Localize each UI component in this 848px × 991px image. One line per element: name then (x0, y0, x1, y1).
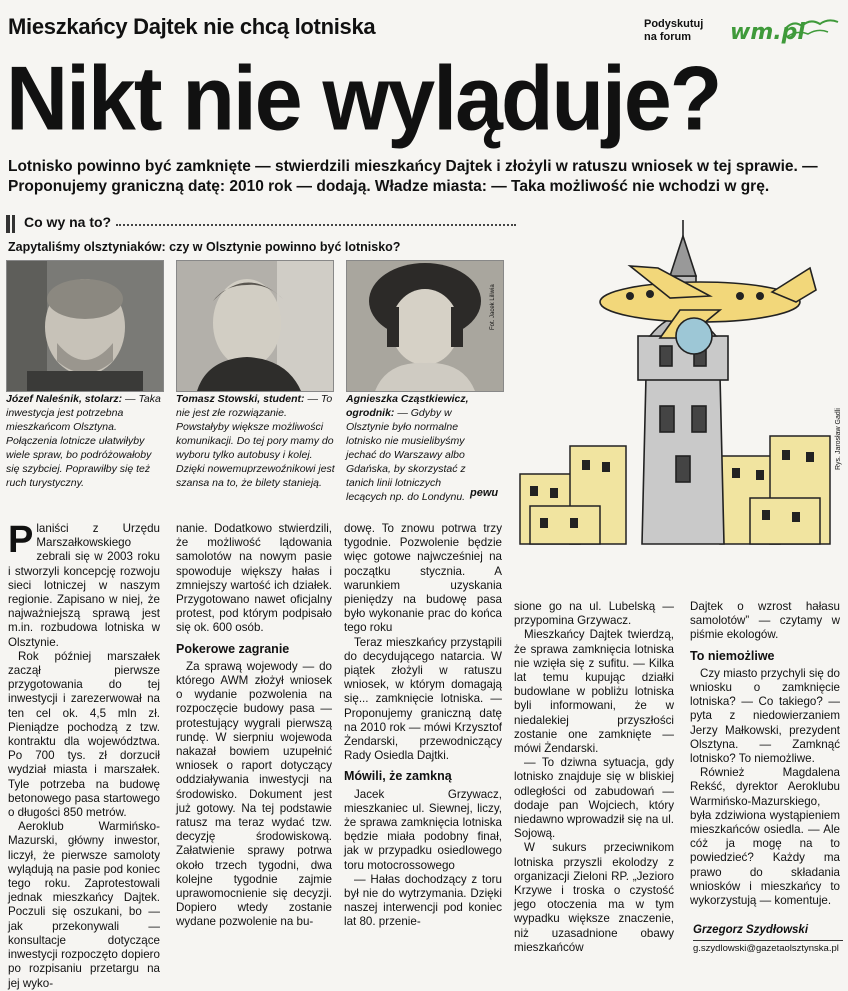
author-signature: Grzegorz Szydłowski (693, 924, 809, 936)
article-paragraph: — To dziwna sytuacja, gdy lotnisko znajduje się w bliskiej odległości od zabudowań — dodaje pan Wojciech, który niedawno wprowadził się na ul. Sojową. (514, 756, 674, 841)
subhead: Mówili, że zamkną (344, 769, 452, 784)
paragraph-text: laniści z Urzędu Marszałkowskiego zebrali się w 2003 roku i stworzyli koncepcję rozwoju sieci lotniczej w naszym regionie. Zapisano w niej, że najważniejszą sprawą jest m.in. rozbudowa lotniska w Olsztynie. (8, 522, 160, 649)
article-paragraph (8, 519, 160, 650)
article-paragraph: Za sprawą wojewody — do którego AWM złożył wniosek o wydanie pozwolenia na rozpoczęcie budowy pasa — protestujący wygrali pierwszą rundę. W sierpniu wojewoda nakazał bowiem uzupełnić wniosek o raport dotyczący oddziaływania inwestycji na środowisko. Dokument jest już gotowy. Na tej podstawie ratusz ma teraz wydać tzw. decyzję środowiskową. Załatwienie sprawy potrwa około trzech tygodni, dwa kolejne tygodnie zajmie uprawomocnienie się decyzji. Dopiero wtedy zostanie wydane pozwolenie na bu- (176, 659, 332, 929)
illustration-credit: Rys. Jarosław Gadli (835, 408, 842, 470)
respondent-answer: — To nie jest złe rozwiązanie. Powstałyby większe możliwości komunikacji. Do tej pory mamy do wyboru tylko autobusy i kolej. Dzięki nowemuprzewoźnikowi jest szansa na to, że bilety stanieją. (176, 393, 335, 489)
respondent-answer: — Taka inwestycja jest potrzebna mieszkańcom Olsztyna. Połączenia lotnicze ułatwiłyby wiele spraw, bo podróżowałoby się szybciej. Poprawiłby się też ruch turystyczny. (6, 393, 161, 489)
portrait-photo-2 (176, 260, 334, 392)
section-marker (6, 215, 10, 233)
section-divider (116, 224, 516, 226)
article-paragraph: sione go na ul. Lubelską — przypomina Grzywacz. (514, 600, 674, 628)
survey-response-2 (176, 392, 336, 490)
survey-response-3 (346, 392, 470, 504)
respondent-name: Tomasz Stowski, student: (176, 393, 305, 405)
article-paragraph: Jacek Grzywacz, mieszkaniec ul. Siewnej, liczy, że sprawa zamknięcia lotniska będzie miała podobny finał, jak w przypadku osiedlowego toru motocrossowego (344, 787, 502, 872)
article-paragraph: Rok później marszałek zaczął pierwsze przygotowania do tej inwestycji i zarezerwował na ten cel ok. 4,5 mln zł. Pieniądze pochodzą z tzw. kontraktu dla województwa. Po 700 tys. zł dorzucił wydział miasta i marszałek. Tyle potrzeba na budowę betonowego pasa startowego o długości 850 metrów. (8, 649, 160, 820)
portrait-photo-3 (346, 260, 504, 392)
kicker: Mieszkańcy Dajtek nie chcą lotniska (8, 14, 376, 39)
logo-waves-icon (728, 14, 840, 52)
logo-text: wm.pl (730, 20, 805, 45)
article-column-5 (690, 600, 840, 908)
portrait-man-bearded (7, 261, 163, 391)
cartoon-illustration (510, 206, 848, 546)
survey-section-label: Co wy na to? (24, 214, 112, 230)
photo-credit: Fot. Jacek Liliwia (490, 284, 496, 330)
article-column-1 (8, 519, 160, 991)
portrait-photo-1 (6, 260, 164, 392)
article-paragraph: Teraz mieszkańcy przystąpili do decydującego natarcia. W piątek złożyli w ratuszu wniosek, w którym domagają się... zamknięcie lotniska. — Proponujemy graniczną datę na 2010 rok — mówi Krzysztof Żendarski, przewodniczący Rady Osiedla Dajtki. (344, 635, 502, 763)
article-paragraph: nanie. Dodatkowo stwierdzili, że możliwość lądowania samolotów na nowym pasie spowoduje większy hałas i zmniejszy wartość ich działek. Przygotowano nawet oficjalny protest, pod którym podpisało się ok. 600 osób. (176, 522, 332, 635)
article-paragraph: Dajtek o wzrost hałasu samolotów” — czytamy w piśmie ekologów. (690, 600, 840, 642)
article-paragraph: W sukurs przeciwnikom lotniska przyszli ekolodzy z organizacji Zieloni RP. „Jezioro Krzywe i troska o czystość jego otoczenia ma w tym wypadku większe znaczenie, niż uzasadnione obawy mieszkańców (514, 841, 674, 954)
article-paragraph: Również Magdalena Rekść, dyrektor Aeroklubu Warmińsko-Mazurskiego, była zdziwiona wystąpieniem mieszkańców osiedla. — Ale cóż ja mogę na to powiedzieć? Każdy ma prawo do składania wniosków i mieszkańcy to wykorzystują — komentuje. (690, 766, 840, 908)
respondent-name: Józef Naleśnik, stolarz: (6, 393, 123, 405)
article-column-2 (176, 522, 332, 930)
article-paragraph: Mieszkańcy Dajtek twierdzą, że sprawa zamknięcia lotniska nie wzięła się z sufitu. — Kilka lat temu kupując działki budowlane w pobliżu lotniska byli informowani, że w niedalekiej przyszłości zostanie one zamknięte — mówi Żendarski. (514, 628, 674, 756)
portrait-young-man (177, 261, 333, 391)
survey-signature: pewu (470, 487, 499, 499)
forum-link[interactable] (644, 18, 703, 44)
section-marker (12, 215, 15, 233)
forum-line-1: Podyskutuj (644, 18, 704, 30)
survey-question: Zapytaliśmy olsztyniaków: czy w Olsztynie powinno być lotnisko? (8, 240, 401, 254)
article-paragraph: Czy miasto przychyli się do wniosku o zamknięcie lotniska? — Co takiego? — pyta z niedowierzaniem Jerzy Małkowski, prezydent Olsztyna. — Zamknąć lotnisko? To niemożliwe. (690, 666, 840, 766)
drop-cap: P (8, 519, 34, 561)
respondent-answer: — Gdyby w Olsztynie było normalne lotnisko nie musielibyśmy jechać do Warszawy albo Gdańska, by skorzystać z tanich linii lotniczych lecących np. do Londynu. (346, 407, 466, 503)
author-email[interactable]: g.szydlowski@gazetaolsztynska.pl (693, 940, 843, 954)
article-paragraph: Aeroklub Warmińsko-Mazurski, główny inwestor, liczył, że pierwsze samoloty wylądują na pasie pod koniec tego roku. Zaprotestowali jednak mieszkańcy Dajtek. Poczuli się oszukani, bo — jak przekonywali — konsultacje dotyczące inwestycji rozpoczęto dopiero po rozpisaniu przetargu na jej wyko- (8, 820, 160, 990)
respondent-name: Agnieszka Cząstkiewicz, ogrodnik: (346, 393, 469, 419)
subhead: Pokerowe zagranie (176, 641, 290, 656)
article-paragraph: — Hałas dochodzący z toru był nie do wytrzymania. Dzięki naszej interwencji pod koniec lat 80. przenie- (344, 872, 502, 929)
subhead: To niemożliwe (690, 648, 775, 663)
article-paragraph: dowę. To znowu potrwa trzy tygodnie. Pozwolenie będzie więc gotowe najwcześniej na początku stycznia. A warunkiem uzyskania pieniędzy na budowę pasa było wykonanie prac do końca tego roku (344, 522, 502, 635)
wm-logo[interactable] (728, 14, 840, 52)
article-column-3 (344, 522, 502, 930)
survey-section-bar (6, 212, 516, 236)
tower-with-airplane-illustration (510, 206, 848, 546)
forum-line-2: na forum (644, 31, 692, 43)
headline: Nikt nie wyląduje? (6, 48, 721, 150)
survey-response-1 (6, 392, 166, 490)
lead-paragraph: Lotnisko powinno być zamknięte — stwierdzili mieszkańcy Dajtek i złożyli w ratuszu wniosek w tej sprawie. — Proponujemy graniczną datę: 2010 rok — dodają. Władze miasta: — Taka możliwość nie wchodzi w grę. (8, 158, 818, 195)
portrait-woman (347, 261, 503, 391)
article-column-4 (514, 600, 674, 955)
